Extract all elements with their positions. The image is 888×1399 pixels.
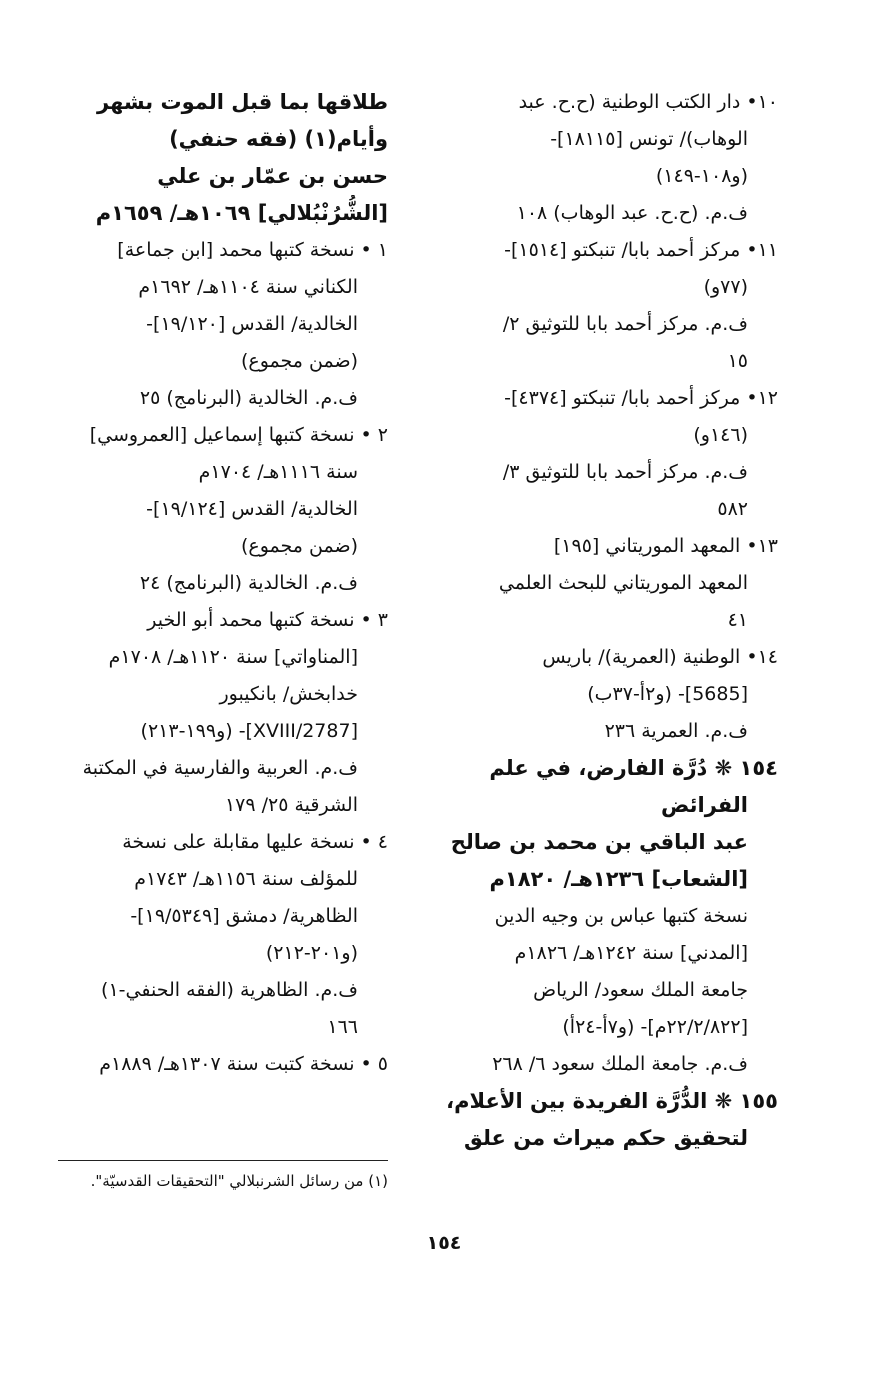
- left-column-line: [الشُّرُنْبُلالي] ١٠٦٩هـ/ ١٦٥٩م: [95, 201, 388, 225]
- right-column-line: ١٢• مركز أحمد بابا/ تنبكتو [٤٣٧٤]-: [504, 387, 778, 409]
- left-column-line: ١٦٦: [327, 1016, 358, 1038]
- left-column-line: (و٢٠١-٢١٢): [265, 942, 358, 964]
- right-column-line: ١٥٤ ❋ دُرَّة الفارض، في علم: [489, 756, 778, 780]
- right-column-line: ١١• مركز أحمد بابا/ تنبكتو [١٥١٤]-: [504, 239, 778, 261]
- left-column-line: ف.م. الخالدية (البرنامج) ٢٥: [139, 387, 358, 409]
- left-column-line: [2787/XVIII]- (و١٩٩-٢١٣): [140, 720, 358, 742]
- page-number: ١٥٤: [426, 1232, 462, 1254]
- right-column-line: جامعة الملك سعود/ الرياض: [533, 979, 748, 1001]
- left-column-line: ١ • نسخة كتبها محمد [ابن جماعة]: [117, 239, 388, 261]
- left-column-line: [المناواتي] سنة ١١٢٠هـ/ ١٧٠٨م: [108, 646, 358, 668]
- right-column-line: ف.م. جامعة الملك سعود ٦/ ٢٦٨: [492, 1053, 748, 1075]
- right-column-line: ٥٨٢: [717, 498, 748, 520]
- right-column-line: (٧٧و): [703, 276, 748, 298]
- right-column-line: الفرائض: [661, 793, 748, 817]
- left-column-line: الظاهرية/ دمشق [١٩/٥٣٤٩]-: [130, 905, 358, 927]
- left-column-line: ٥ • نسخة كتبت سنة ١٣٠٧هـ/ ١٨٨٩م: [99, 1053, 388, 1075]
- right-column-line: ف.م. مركز أحمد بابا للتوثيق ٢/: [502, 313, 748, 335]
- right-column-line: لتحقيق حكم ميراث من علق: [464, 1126, 748, 1150]
- right-column-line: ٤١: [727, 609, 748, 631]
- right-column-line: ١٣• المعهد الموريتاني [١٩٥]: [553, 535, 778, 557]
- left-column-line: خدابخش/ بانكيبور: [219, 683, 358, 705]
- left-column-line: (ضمن مجموع): [240, 535, 358, 557]
- right-column-line: المعهد الموريتاني للبحث العلمي: [498, 572, 748, 594]
- right-column-line: ١٥٥ ❋ الدُّرَّة الفريدة بين الأعلام،: [446, 1089, 778, 1113]
- right-column-line: ف.م. العمرية ٢٣٦: [604, 720, 748, 742]
- left-column-line: ف.م. العربية والفارسية في المكتبة: [82, 757, 358, 779]
- left-column-line: ٤ • نسخة عليها مقابلة على نسخة: [122, 831, 388, 853]
- left-column: [48, 84, 388, 1083]
- right-column-line: [٢٢/٢/٨٢٢م]- (و٧أ-٢٤أ): [562, 1016, 748, 1038]
- left-column-line: ٢ • نسخة كتبها إسماعيل [العمروسي]: [89, 424, 388, 446]
- right-column-line: ف.م. (ح.ح. عبد الوهاب) ١٠٨: [516, 202, 748, 224]
- right-column-line: [الشعاب] ١٢٣٦هـ/ ١٨٢٠م: [489, 867, 748, 891]
- left-column-line: الخالدية/ القدس [١٩/١٢٠]-: [146, 313, 358, 335]
- left-column-line: ف.م. الظاهرية (الفقه الحنفي-١): [101, 979, 358, 1001]
- right-column-line: [المدني] سنة ١٢٤٢هـ/ ١٨٢٦م: [514, 942, 748, 964]
- left-column-line: الشرقية ٢٥/ ١٧٩: [224, 794, 358, 816]
- left-column-line: طلاقها بما قبل الموت بشهر: [97, 90, 388, 114]
- right-column-line: عبد الباقي بن محمد بن صالح: [450, 830, 748, 854]
- right-column-line: [5685]- (و٢أ-٣٧ب): [587, 683, 748, 705]
- left-column-line: للمؤلف سنة ١١٥٦هـ/ ١٧٤٣م: [134, 868, 358, 890]
- right-column-line: (١٤٦و): [693, 424, 748, 446]
- right-column-line: ف.م. مركز أحمد بابا للتوثيق ٣/: [502, 461, 748, 483]
- left-column-line: الخالدية/ القدس [١٩/١٢٤]-: [146, 498, 358, 520]
- right-column-line: نسخة كتبها عباس بن وجيه الدين: [494, 905, 748, 927]
- footnote-divider: [58, 1160, 388, 1161]
- left-column-line: سنة ١١١٦هـ/ ١٧٠٤م: [198, 461, 358, 483]
- right-column-line: ١٠• دار الكتب الوطنية (ح.ح. عبد: [518, 91, 778, 113]
- left-column-line: وأيام(١) (فقه حنفي): [169, 127, 388, 151]
- left-column-line: الكناني سنة ١١٠٤هـ/ ١٦٩٢م: [138, 276, 358, 298]
- left-column-line: (ضمن مجموع): [240, 350, 358, 372]
- left-column-line: ٣ • نسخة كتبها محمد أبو الخير: [147, 609, 388, 631]
- footnote: (١) من رسائل الشرنبلالي "التحقيقات القدسيّة".: [90, 1172, 388, 1190]
- left-column-line: ف.م. الخالدية (البرنامج) ٢٤: [139, 572, 358, 594]
- right-column-line: (و١٠٨-١٤٩): [655, 165, 748, 187]
- right-column-line: ١٤• الوطنية (العمرية)/ باريس: [542, 646, 778, 668]
- right-column: [438, 84, 778, 1157]
- right-column-line: الوهاب)/ تونس [١٨١١٥]-: [550, 128, 748, 150]
- left-column-line: حسن بن عمّار بن علي: [157, 164, 388, 188]
- right-column-line: ١٥: [727, 350, 748, 372]
